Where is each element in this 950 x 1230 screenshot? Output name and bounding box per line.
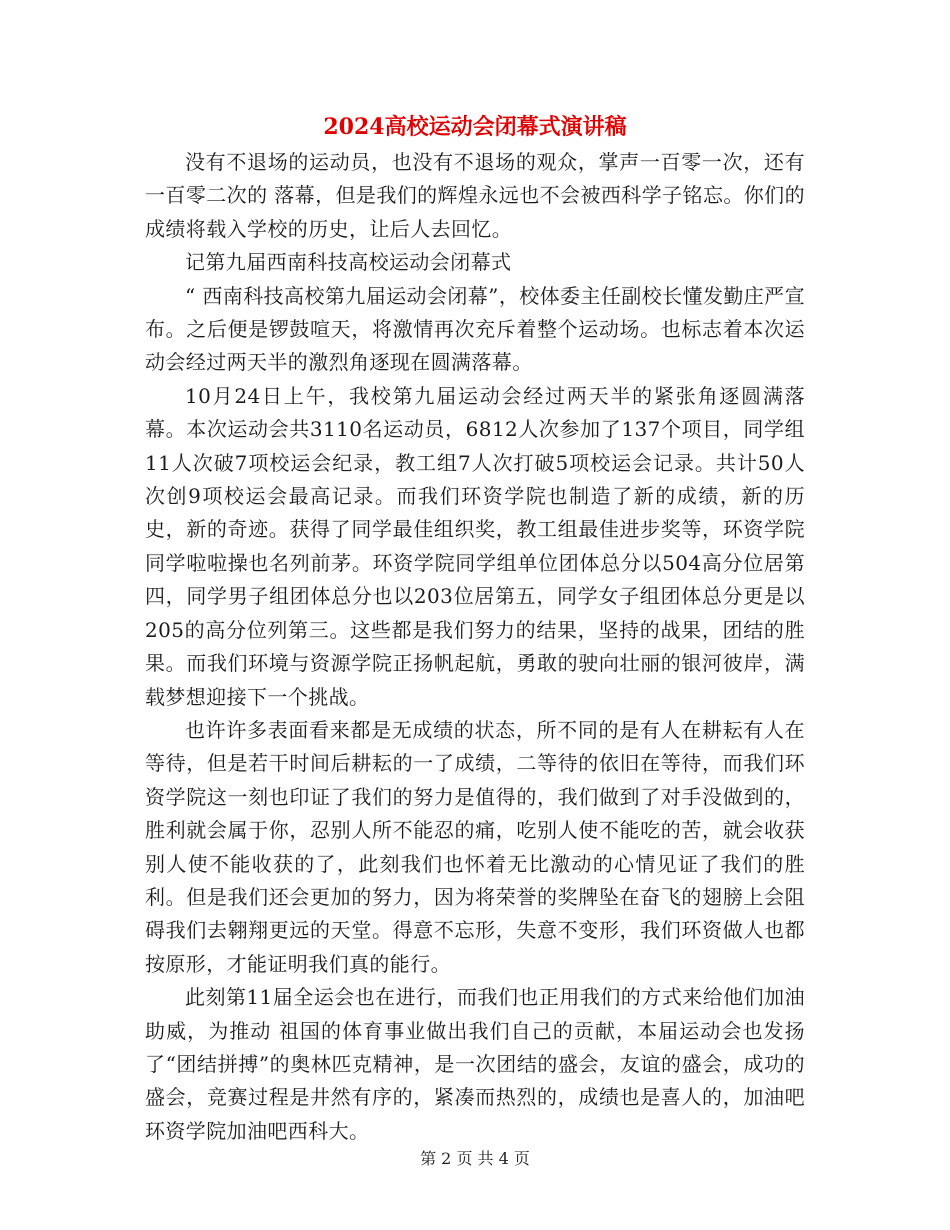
document-body — [145, 146, 805, 1148]
paragraph-6: 此刻第11届全运会也在进行，而我们也正用我们的方式来给他们加油助威，为推动 祖国的体育事业做出我们自己的贡献，本届运动会也发扬了“团结拼搏”的奥林匹克精神，是一次团结的盛会，友谊的盛会，成功的盛会，竞赛过程是井然有序的，紧凑而热烈的，成绩也是喜人的，加油吧环资学院加油吧西科大。 — [145, 985, 805, 1143]
document-title: 2024高校运动会闭幕式演讲稿 — [323, 114, 627, 140]
paragraph-1: 没有不退场的运动员，也没有不退场的观众，掌声一百零一次，还有一百零二次的 落幕，但是我们的辉煌永远也不会被西科学子铭忘。你们的成绩将载入学校的历史，让后人去回忆。 — [145, 150, 805, 241]
paragraph-4: 10月24日上午，我校第九届运动会经过两天半的紧张角逐圆满落幕。本次运动会共3110名运动员，6812人次参加了137个项目，同学组11人次破7项校运会纪录，教工组7人次打破5项校运会记录。共计50人次创9项校运会最高记录。而我们环资学院也制造了新的成绩，新的历史，新的奇迹。获得了同学最佳组织奖，教工组最佳进步奖等，环资学院同学啦啦操也名列前茅。环资学院同学组单位团体总分以504高分位居第四，同学男子组团体总分也以203位居第五，同学女子组团体总分更是以205的高分位列第三。这些都是我们努力的结果，坚持的战果，团结的胜果。而我们环境与资源学院正扬帆起航，勇敢的驶向壮丽的银河彼岸，满载梦想迎接下一个挑战。 — [145, 383, 805, 709]
page-number-footer: 第 2 页 共 4 页 — [420, 1149, 530, 1168]
paragraph-5: 也许许多表面看来都是无成绩的状态，所不同的是有人在耕耘有人在等待，但是若干时间后耕耘的一了成绩，二等待的依旧在等待，而我们环资学院这一刻也印证了我们的努力是值得的，我们做到了对手没做到的，胜利就会属于你，忍别人所不能忍的痛，吃别人使不能吃的苦，就会收获别人使不能收获的了，此刻我们也怀着无比激动的心情见证了我们的胜利。但是我们还会更加的努力，因为将荣誉的奖牌坠在奋飞的翅膀上会阻碍我们去翱翔更远的天堂。得意不忘形，失意不变形，我们环资做人也都按原形，才能证明我们真的能行。 — [145, 717, 805, 976]
paragraph-2: 记第九届西南科技高校运动会闭幕式 — [185, 250, 512, 275]
paragraph-3: “ 西南科技高校第九届运动会闭幕”，校体委主任副校长懂发勤庄严宣布。之后便是锣鼓喧天，将激情再次充斥着整个运动场。也标志着本次运动会经过两天半的激烈角逐现在圆满落幕。 — [145, 283, 805, 375]
